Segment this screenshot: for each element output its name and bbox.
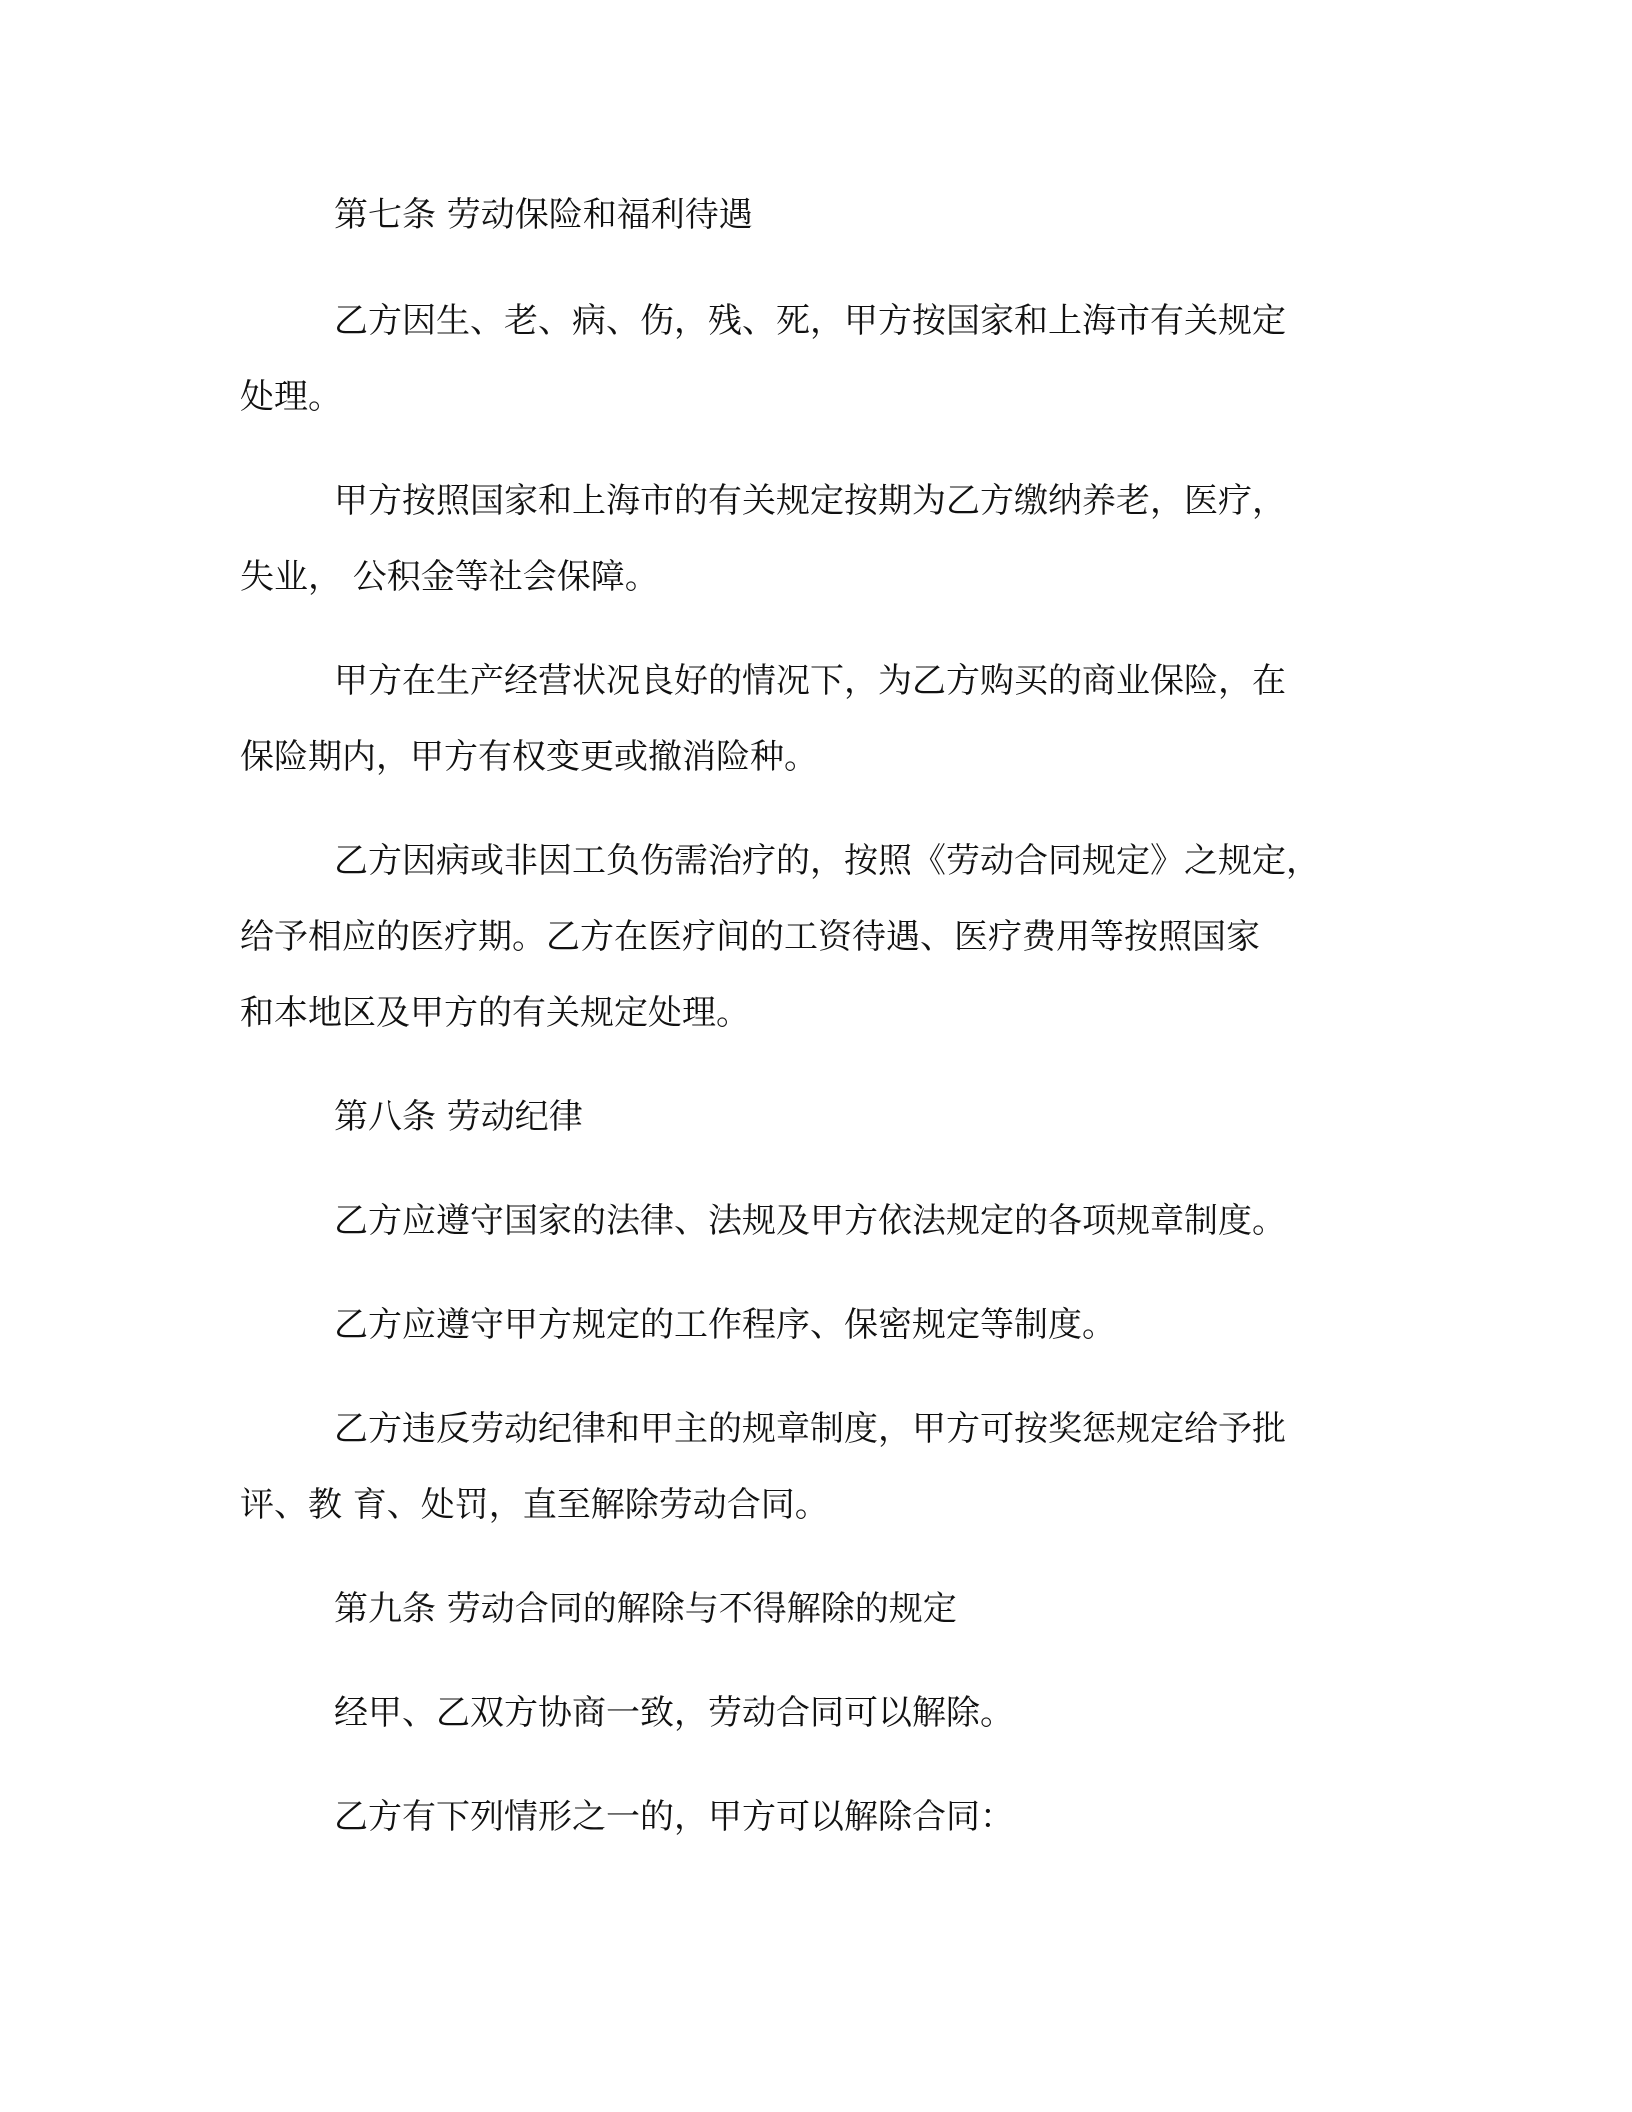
article-8-paragraph-3-line-2: 评、教 育、处罚，直至解除劳动合同。 <box>240 1485 829 1525</box>
article-7-paragraph-2-line-2: 失业， 公积金等社会保障。 <box>240 557 659 597</box>
article-8-heading: 第八条 劳动纪律 <box>334 1097 583 1137</box>
article-7-paragraph-4-line-3: 和本地区及甲方的有关规定处理。 <box>240 993 750 1033</box>
article-7-paragraph-3-line-2: 保险期内，甲方有权变更或撤消险种。 <box>240 737 818 777</box>
article-9-heading: 第九条 劳动合同的解除与不得解除的规定 <box>334 1589 957 1629</box>
article-7-heading: 第七条 劳动保险和福利待遇 <box>334 195 753 235</box>
article-7-paragraph-1-line-2: 处理。 <box>240 377 342 417</box>
article-8-paragraph-3-line-1: 乙方违反劳动纪律和甲主的规章制度，甲方可按奖惩规定给予批 <box>334 1409 1286 1449</box>
article-7-paragraph-3-line-1: 甲方在生产经营状况良好的情况下，为乙方购买的商业保险，在 <box>334 661 1286 701</box>
article-9-paragraph-2: 乙方有下列情形之一的，甲方可以解除合同： <box>334 1797 1014 1837</box>
article-7-paragraph-2-line-1: 甲方按照国家和上海市的有关规定按期为乙方缴纳养老，医疗， <box>334 481 1286 521</box>
article-8-paragraph-1: 乙方应遵守国家的法律、法规及甲方依法规定的各项规章制度。 <box>334 1201 1286 1241</box>
article-8-paragraph-2: 乙方应遵守甲方规定的工作程序、保密规定等制度。 <box>334 1305 1116 1345</box>
article-7-paragraph-4-line-2: 给予相应的医疗期。乙方在医疗间的工资待遇、医疗费用等按照国家 <box>240 917 1260 957</box>
article-7-paragraph-4-line-1: 乙方因病或非因工负伤需治疗的，按照《劳动合同规定》之规定， <box>334 841 1320 881</box>
article-7-paragraph-1-line-1: 乙方因生、老、病、伤，残、死，甲方按国家和上海市有关规定 <box>334 301 1286 341</box>
article-9-paragraph-1: 经甲、乙双方协商一致，劳动合同可以解除。 <box>334 1693 1014 1733</box>
